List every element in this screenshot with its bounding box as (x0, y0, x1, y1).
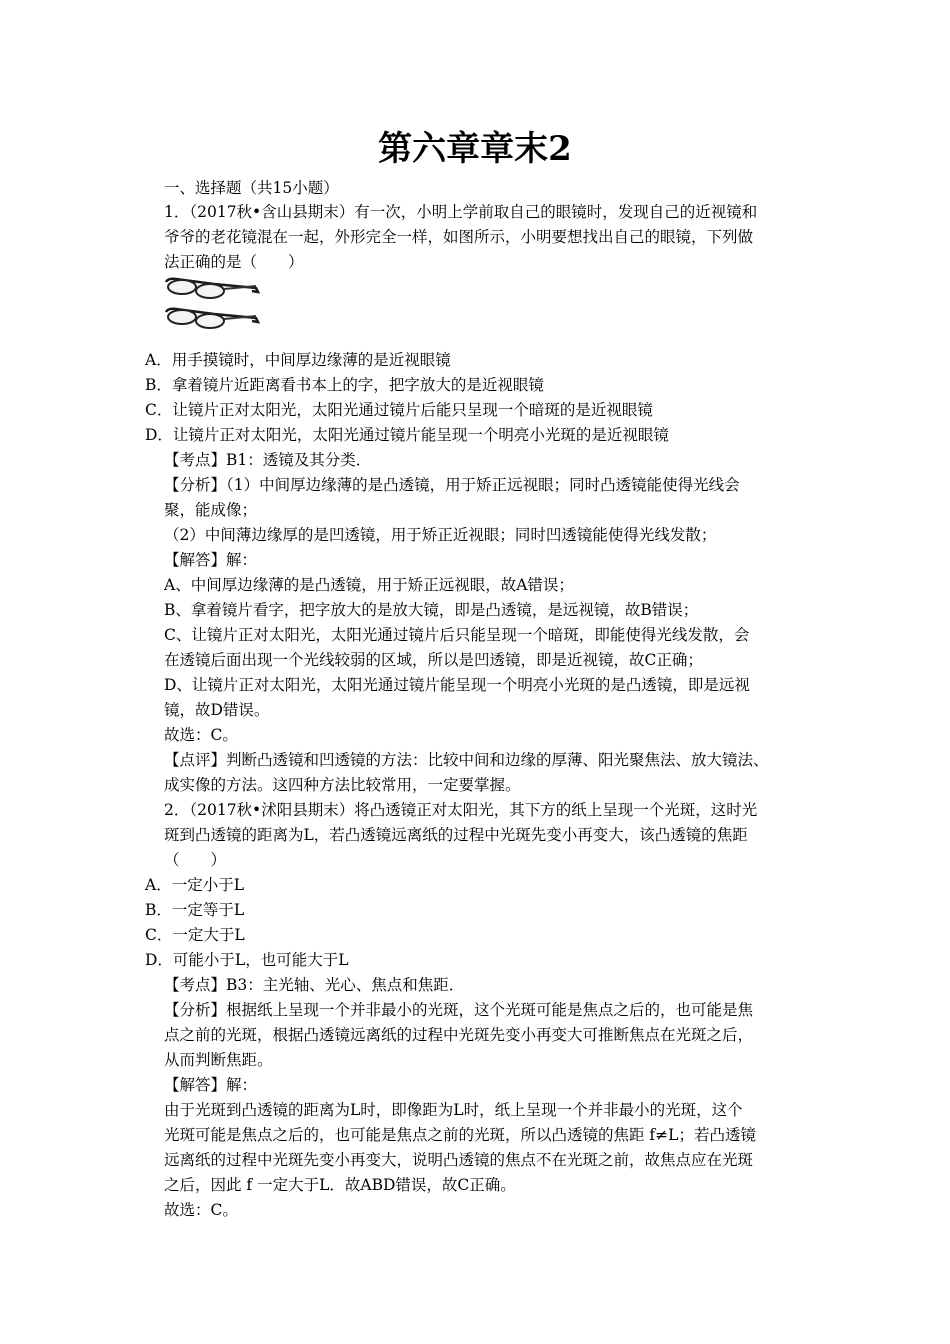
q1-jieda-line: A、中间厚边缘薄的是凸透镜，用于矫正远视眼，故A错误； (164, 576, 574, 594)
q1-jieda-line: D、让镜片正对太阳光，太阳光通过镜片能呈现一个明亮小光斑的是凸透镜，即是远视 (164, 676, 750, 694)
q1-option-d: D．让镜片正对太阳光，太阳光通过镜片能呈现一个明亮小光斑的是近视眼镜 (145, 426, 669, 444)
q2-kaodian: 【考点】B3：主光轴、光心、焦点和焦距． (164, 976, 465, 994)
q2-jieda-line: 光斑可能是焦点之后的，也可能是焦点之前的光斑，所以凸透镜的焦距 f≠L；若凸透镜 (164, 1126, 756, 1144)
q1-stem-line: 法正确的是（ ） (164, 253, 304, 271)
q1-fenxi-line: 聚，能成像； (164, 501, 258, 519)
q1-option-a: A．用手摸镜时，中间厚边缘薄的是近视眼镜 (145, 351, 451, 369)
eyeglasses-icon (166, 309, 258, 328)
q1-fenxi-line: （2）中间薄边缘厚的是凹透镜，用于矫正近视眼；同时凹透镜能使得光线发散； (164, 526, 717, 544)
q1-dianping-line: 【点评】判断凸透镜和凹透镜的方法：比较中间和边缘的厚薄、阳光聚焦法、放大镜法、 (164, 751, 769, 769)
q2-option-d: D．可能小于L，也可能大于L (145, 951, 349, 969)
q2-stem-line: 2．（2017秋•沭阳县期末）将凸透镜正对太阳光，其下方的纸上呈现一个光斑，这时光 (164, 801, 758, 819)
q1-answer: 故选：C。 (164, 726, 238, 744)
q1-option-c: C．让镜片正对太阳光，太阳光通过镜片后能只呈现一个暗斑的是近视眼镜 (145, 401, 653, 419)
q1-stem-line: 1．（2017秋•含山县期末）有一次，小明上学前取自己的眼镜时，发现自己的近视镜和 (164, 203, 758, 221)
q2-stem-line: （ ） (164, 851, 227, 869)
q2-fenxi-line: 【分析】根据纸上呈现一个并非最小的光斑，这个光斑可能是焦点之后的，也可能是焦 (164, 1001, 754, 1019)
page-title: 第六章章末2 (378, 129, 572, 169)
q1-stem-line: 爷爷的老花镜混在一起，外形完全一样，如图所示，小明要想找出自己的眼镜，下列做 (164, 228, 754, 246)
q1-jieda-line: C、让镜片正对太阳光，太阳光通过镜片后只能呈现一个暗斑，即能使得光线发散，会 (164, 626, 750, 644)
q1-kaodian: 【考点】B1：透镜及其分类． (164, 451, 372, 469)
q1-option-b: B．拿着镜片近距离看书本上的字，把字放大的是近视眼镜 (145, 376, 544, 394)
q1-jieda-label: 【解答】解： (164, 551, 258, 569)
q1-jieda-line: B、拿着镜片看字，把字放大的是放大镜，即是凸透镜，是远视镜，故B错误； (164, 601, 699, 619)
q1-dianping-line: 成实像的方法。这四种方法比较常用，一定要掌握。 (164, 776, 521, 794)
q2-jieda-line: 之后，因此 f 一定大于L．故ABD错误，故C正确。 (164, 1176, 516, 1194)
q2-fenxi-line: 从而判断焦距。 (164, 1051, 273, 1069)
q2-stem-line: 斑到凸透镜的距离为L，若凸透镜远离纸的过程中光斑先变小再变大，该凸透镜的焦距 (164, 826, 748, 844)
q2-jieda-line: 远离纸的过程中光斑先变小再变大，说明凸透镜的焦点不在光斑之前，故焦点应在光斑 (164, 1151, 754, 1169)
q2-option-c: C．一定大于L (145, 926, 245, 944)
q2-option-a: A．一定小于L (145, 876, 244, 894)
section-header: 一、选择题（共15小题） (164, 179, 339, 197)
q2-answer: 故选：C。 (164, 1201, 238, 1219)
q2-option-b: B．一定等于L (145, 901, 245, 919)
eyeglasses-icon (166, 279, 258, 298)
q1-fenxi-line: 【分析】（1）中间厚边缘薄的是凸透镜，用于矫正远视眼；同时凸透镜能使得光线会 (164, 476, 740, 494)
q2-jieda-label: 【解答】解： (164, 1076, 258, 1094)
q1-jieda-line: 镜，故D错误。 (164, 701, 270, 719)
glasses-figure (164, 276, 264, 336)
q2-jieda-line: 由于光斑到凸透镜的距离为L时，即像距为L时，纸上呈现一个并非最小的光斑，这个 (164, 1101, 743, 1119)
q1-jieda-line: 在透镜后面出现一个光线较弱的区域，所以是凹透镜，即是近视镜，故C正确； (164, 651, 703, 669)
q2-fenxi-line: 点之前的光斑，根据凸透镜远离纸的过程中光斑先变小再变大可推断焦点在光斑之后， (164, 1026, 754, 1044)
